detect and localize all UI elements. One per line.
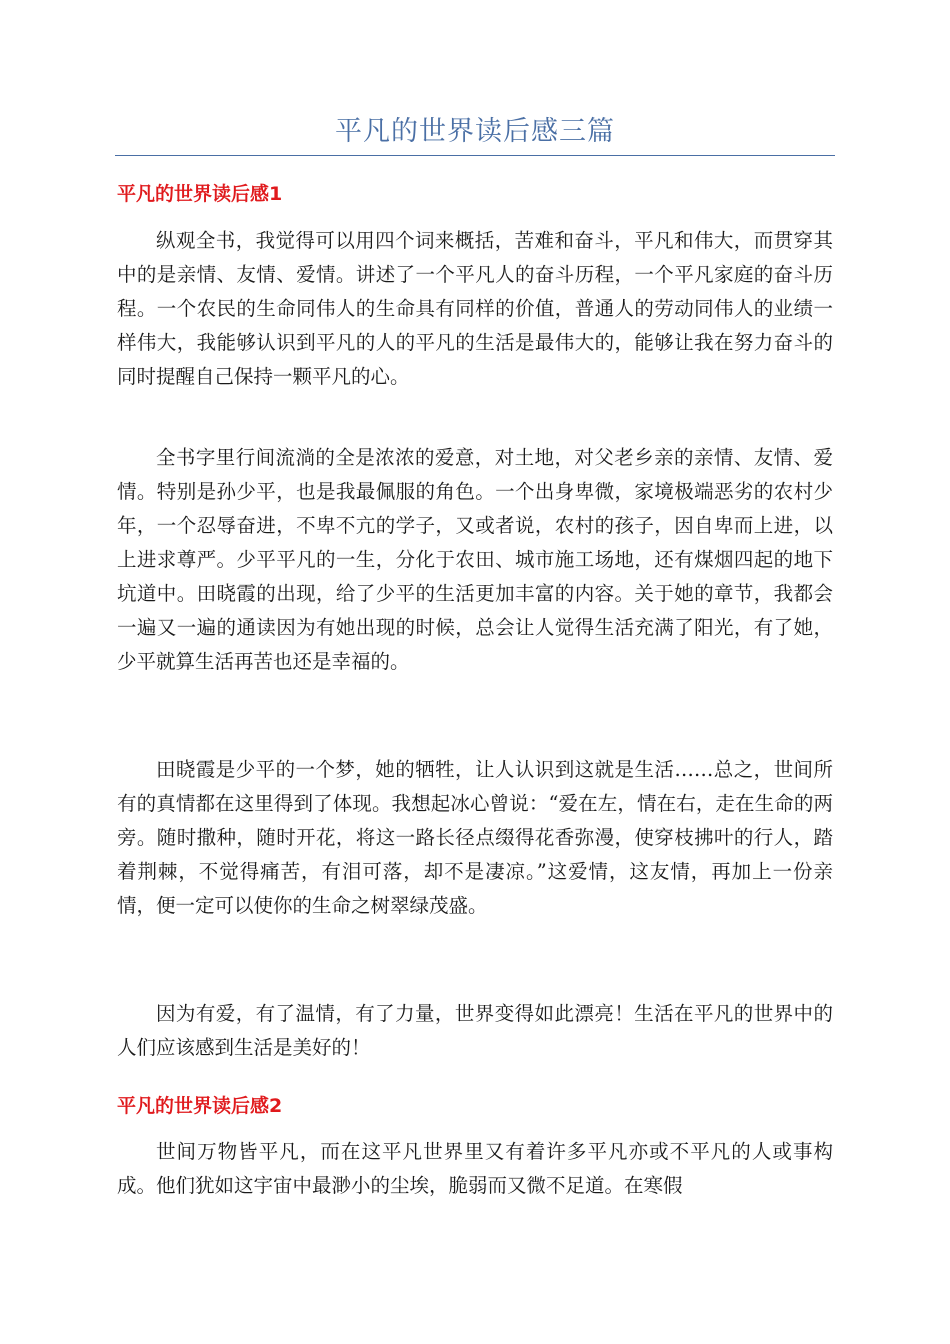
- paragraph-1-1: 纵观全书，我觉得可以用四个词来概括，苦难和奋斗，平凡和伟大，而贯穿其中的是亲情、友情、爱情。讲述了一个平凡人的奋斗历程，一个平凡家庭的奋斗历程。一个农民的生命同伟人的生命具有同样的价值，普通人的劳动同伟人的业绩一样伟大，我能够认识到平凡的人的平凡的生活是最伟大的，能够让我在努力奋斗的同时提醒自己保持一颗平凡的心。: [117, 229, 833, 388]
- paragraph-1-4: 因为有爱，有了温情，有了力量，世界变得如此漂亮！生活在平凡的世界中的人们应该感到生活是美好的！: [117, 1002, 833, 1059]
- title-underline: [115, 155, 835, 156]
- paragraph-1-2: 全书字里行间流淌的全是浓浓的爱意，对土地，对父老乡亲的亲情、友情、爱情。特别是孙少平，也是我最佩服的角色。一个出身卑微，家境极端恶劣的农村少年，一个忍辱奋进，不卑不亢的学子，又或者说，农村的孩子，因自卑而上进，以上进求尊严。少平平凡的一生，分化于农田、城市施工场地，还有煤烟四起的地下坑道中。田晓霞的出现，给了少平的生活更加丰富的内容。关于她的章节，我都会一遍又一遍的通读因为有她出现的时候，总会让人觉得生活充满了阳光，有了她，少平就算生活再苦也还是幸福的。: [117, 446, 833, 673]
- paragraph-2-1: 世间万物皆平凡，而在这平凡世界里又有着许多平凡亦或不平凡的人或事构成。他们犹如这宇宙中最渺小的尘埃，脆弱而又微不足道。在寒假: [117, 1140, 833, 1197]
- paragraph-1-3: 田晓霞是少平的一个梦，她的牺牲，让人认识到这就是生活……总之，世间所有的真情都在这里得到了体现。我想起冰心曾说：“爱在左，情在右，走在生命的两旁。随时撒种，随时开花，将这一路长径点缀得花香弥漫，使穿枝拂叶的行人，踏着荆棘，不觉得痛苦，有泪可落，却不是凄凉。”这爱情，这友情，再加上一份亲情，便一定可以使你的生命之树翠绿茂盛。: [117, 758, 833, 917]
- section-heading-2: 平凡的世界读后感2: [117, 1095, 283, 1117]
- section-heading-1: 平凡的世界读后感1: [117, 183, 283, 205]
- document-title: 平凡的世界读后感三篇: [335, 116, 615, 147]
